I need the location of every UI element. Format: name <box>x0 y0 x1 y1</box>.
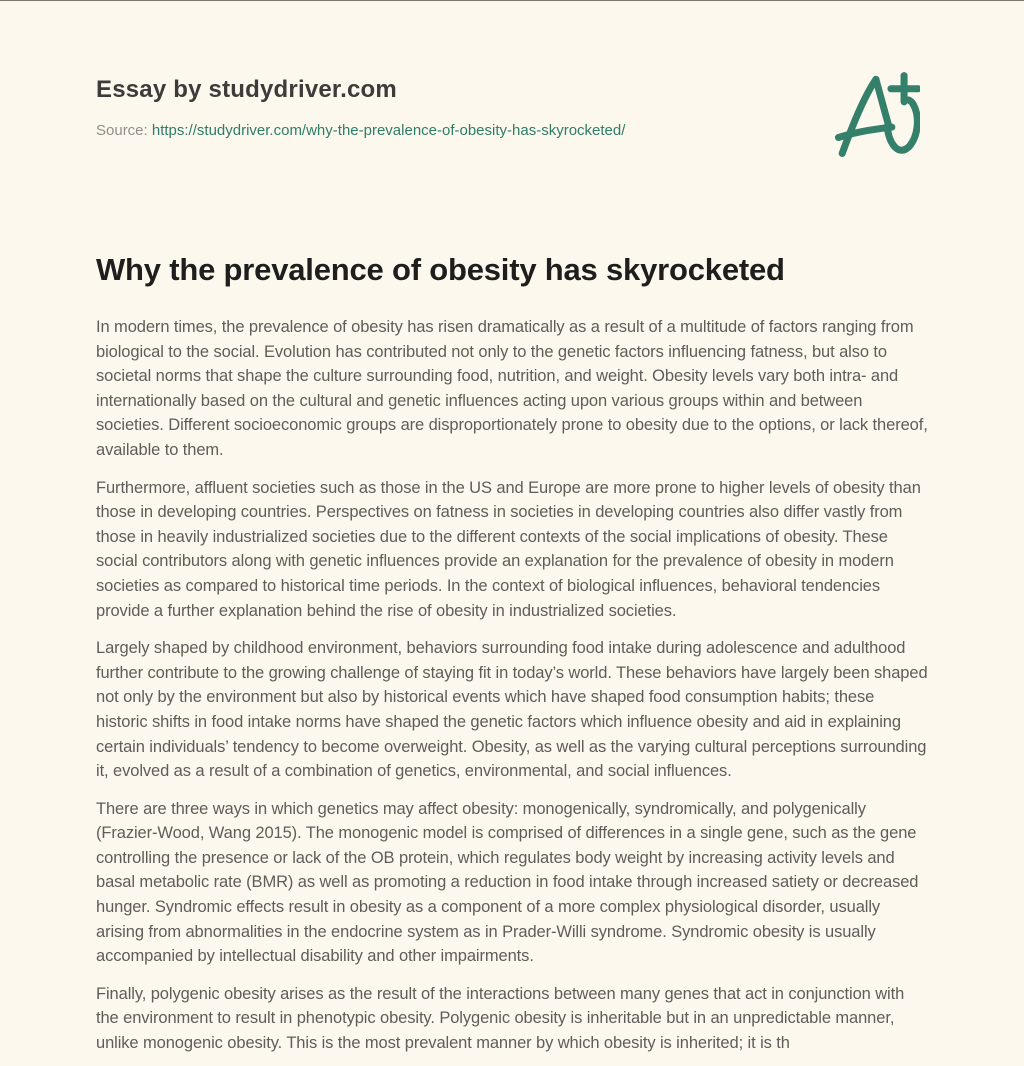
source-link[interactable]: https://studydriver.com/why-the-prevalence-of-obesity-has-skyrocketed/ <box>151 122 626 139</box>
article-paragraph: Finally, polygenic obesity arises as the result of the interactions between many genes that act in conjunction with the environment to result in phenotypic obesity. Polygenic obesity is inheritable but in an unpredictable manner, unlike monogenic obesity. This is the most prevalent manner by which obesity is inherited; it is th <box>96 984 905 1053</box>
a-plus-icon <box>830 69 920 161</box>
source-row <box>96 121 928 141</box>
article-paragraph: Furthermore, affluent societies such as those in the US and Europe are more prone to higher levels of obesity than those in developing countries. Perspectives on fatness in societies in developing countries also differ vastly from those in heavily industrialized societies due to the different contexts of the social implications of obesity. These social contributors along with genetic influences provide an explanation for the prevalence of obesity in modern societies as compared to historical time periods. In the context of biological influences, behavioral tendencies provide a further explanation behind the rise of obesity in industrialized societies. <box>96 478 921 620</box>
article-body <box>96 315 928 1056</box>
article-paragraph: In modern times, the prevalence of obesity has risen dramatically as a result of a multitude of factors ranging from biological to the social. Evolution has contributed not only to the genetic factors influencing fatness, but also to societal norms that shape the culture surrounding food, nutrition, and weight. Obesity levels vary both intra- and internationally based on the cultural and genetic influences acting upon various groups within and between societies. Different socioeconomic groups are disproportionately prone to obesity due to the options, or lack thereof, available to them. <box>96 318 928 459</box>
studydriver-logo <box>830 69 920 161</box>
article-paragraph: Largely shaped by childhood environment, behaviors surrounding food intake during adolescence and adulthood further contribute to the growing challenge of staying fit in today’s world. These behaviors have largely been shaped not only by the environment but also by historical events which have shaped food consumption habits; these historic shifts in food intake norms have shaped the genetic factors which influence obesity and aid in explaining certain individuals’ tendency to become overweight. Obesity, as well as the varying cultural perceptions surrounding it, evolved as a result of a combination of genetics, environmental, and social influences. <box>96 639 928 781</box>
article-title: Why the prevalence of obesity has skyrocketed <box>96 252 785 287</box>
header-title: Essay by studydriver.com <box>96 76 397 103</box>
article-paragraph: There are three ways in which genetics may affect obesity: monogenically, syndromically, and polygenically (Frazier-Wood, Wang 2015). The monogenic model is comprised of differences in a single gene, such as the gene controlling the presence or lack of the OB protein, which regulates body weight by increasing activity levels and basal metabolic rate (BMR) as well as promoting a reduction in food intake through increased satiety or decreased hunger. Syndromic effects result in obesity as a component of a more complex physiological disorder, usually arising from abnormalities in the endocrine system as in Prader-Willi syndrome. Syndromic obesity is usually accompanied by intellectual disability and other impairments. <box>96 799 919 966</box>
source-label: Source: <box>96 122 148 139</box>
